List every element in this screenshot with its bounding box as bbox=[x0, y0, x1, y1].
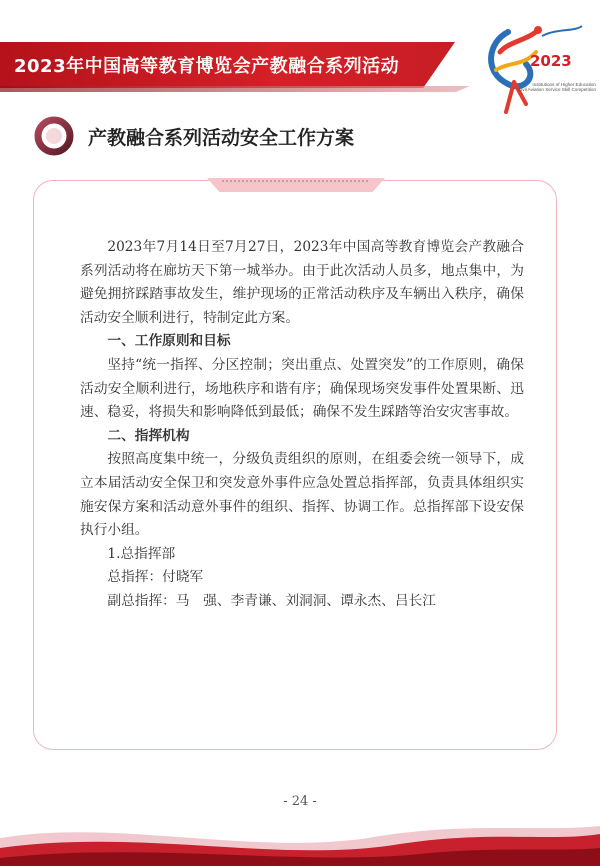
card-tab-stripe bbox=[222, 180, 370, 182]
logo-caption bbox=[514, 82, 596, 93]
list-item-headquarters: 1.总指挥部 bbox=[107, 545, 176, 562]
logo-year: 2023 bbox=[530, 52, 572, 70]
intro-paragraph: 2023年7月14日至7月27日，2023年中国高等教育博览会产教融合系列活动将在廊坊天下第一城举办。由于此次活动人员多，地点集中，为避免拥挤踩踏事故发生，维护现场的正常活动秩序及车辆出入秩序，确保活动安全顺利进行，特制定此方案。 bbox=[80, 239, 524, 326]
body-text bbox=[80, 236, 524, 614]
ring-bullet-icon bbox=[34, 116, 74, 156]
logo-caption-line: Civil Aviation Service Skill Competition bbox=[517, 87, 596, 93]
section-title: 产教融合系列活动安全工作方案 bbox=[88, 127, 355, 149]
footer-wave-decoration bbox=[0, 818, 600, 866]
heading-command: 二、指挥机构 bbox=[107, 427, 190, 444]
logo-caption-line: Institutions of Higher Education bbox=[532, 82, 596, 87]
page-number: - 24 - bbox=[283, 794, 317, 809]
command-paragraph: 按照高度集中统一，分级负责组织的原则，在组委会统一领导下，成立本届活动安全保卫和突发意外事件应急处置总指挥部，负责具体组织实施安保方案和活动意外事件的组织、指挥、协调工作。总指挥部下设安保执行小组。 bbox=[80, 451, 524, 539]
heading-principles: 一、工作原则和目标 bbox=[107, 333, 231, 350]
deputy-commander-line: 副总指挥：马 强、李青谦、刘洞洞、谭永杰、吕长江 bbox=[107, 592, 436, 609]
banner-title: 2023年中国高等教育博览会产教融合系列活动 bbox=[14, 56, 400, 77]
header-banner-shadow bbox=[0, 86, 470, 92]
chief-commander-line: 总指挥：付晓军 bbox=[107, 569, 204, 586]
principles-paragraph: 坚持“统一指挥、分区控制；突出重点、处置突发”的工作原则，确保活动安全顺利进行，场地秩序和谐有序；确保现场突发事件处置果断、迅速、稳妥，将损失和影响降低到最低；确保不发生踩踏等治安灾害事故。 bbox=[80, 356, 524, 421]
expo-logo-icon bbox=[478, 22, 586, 122]
